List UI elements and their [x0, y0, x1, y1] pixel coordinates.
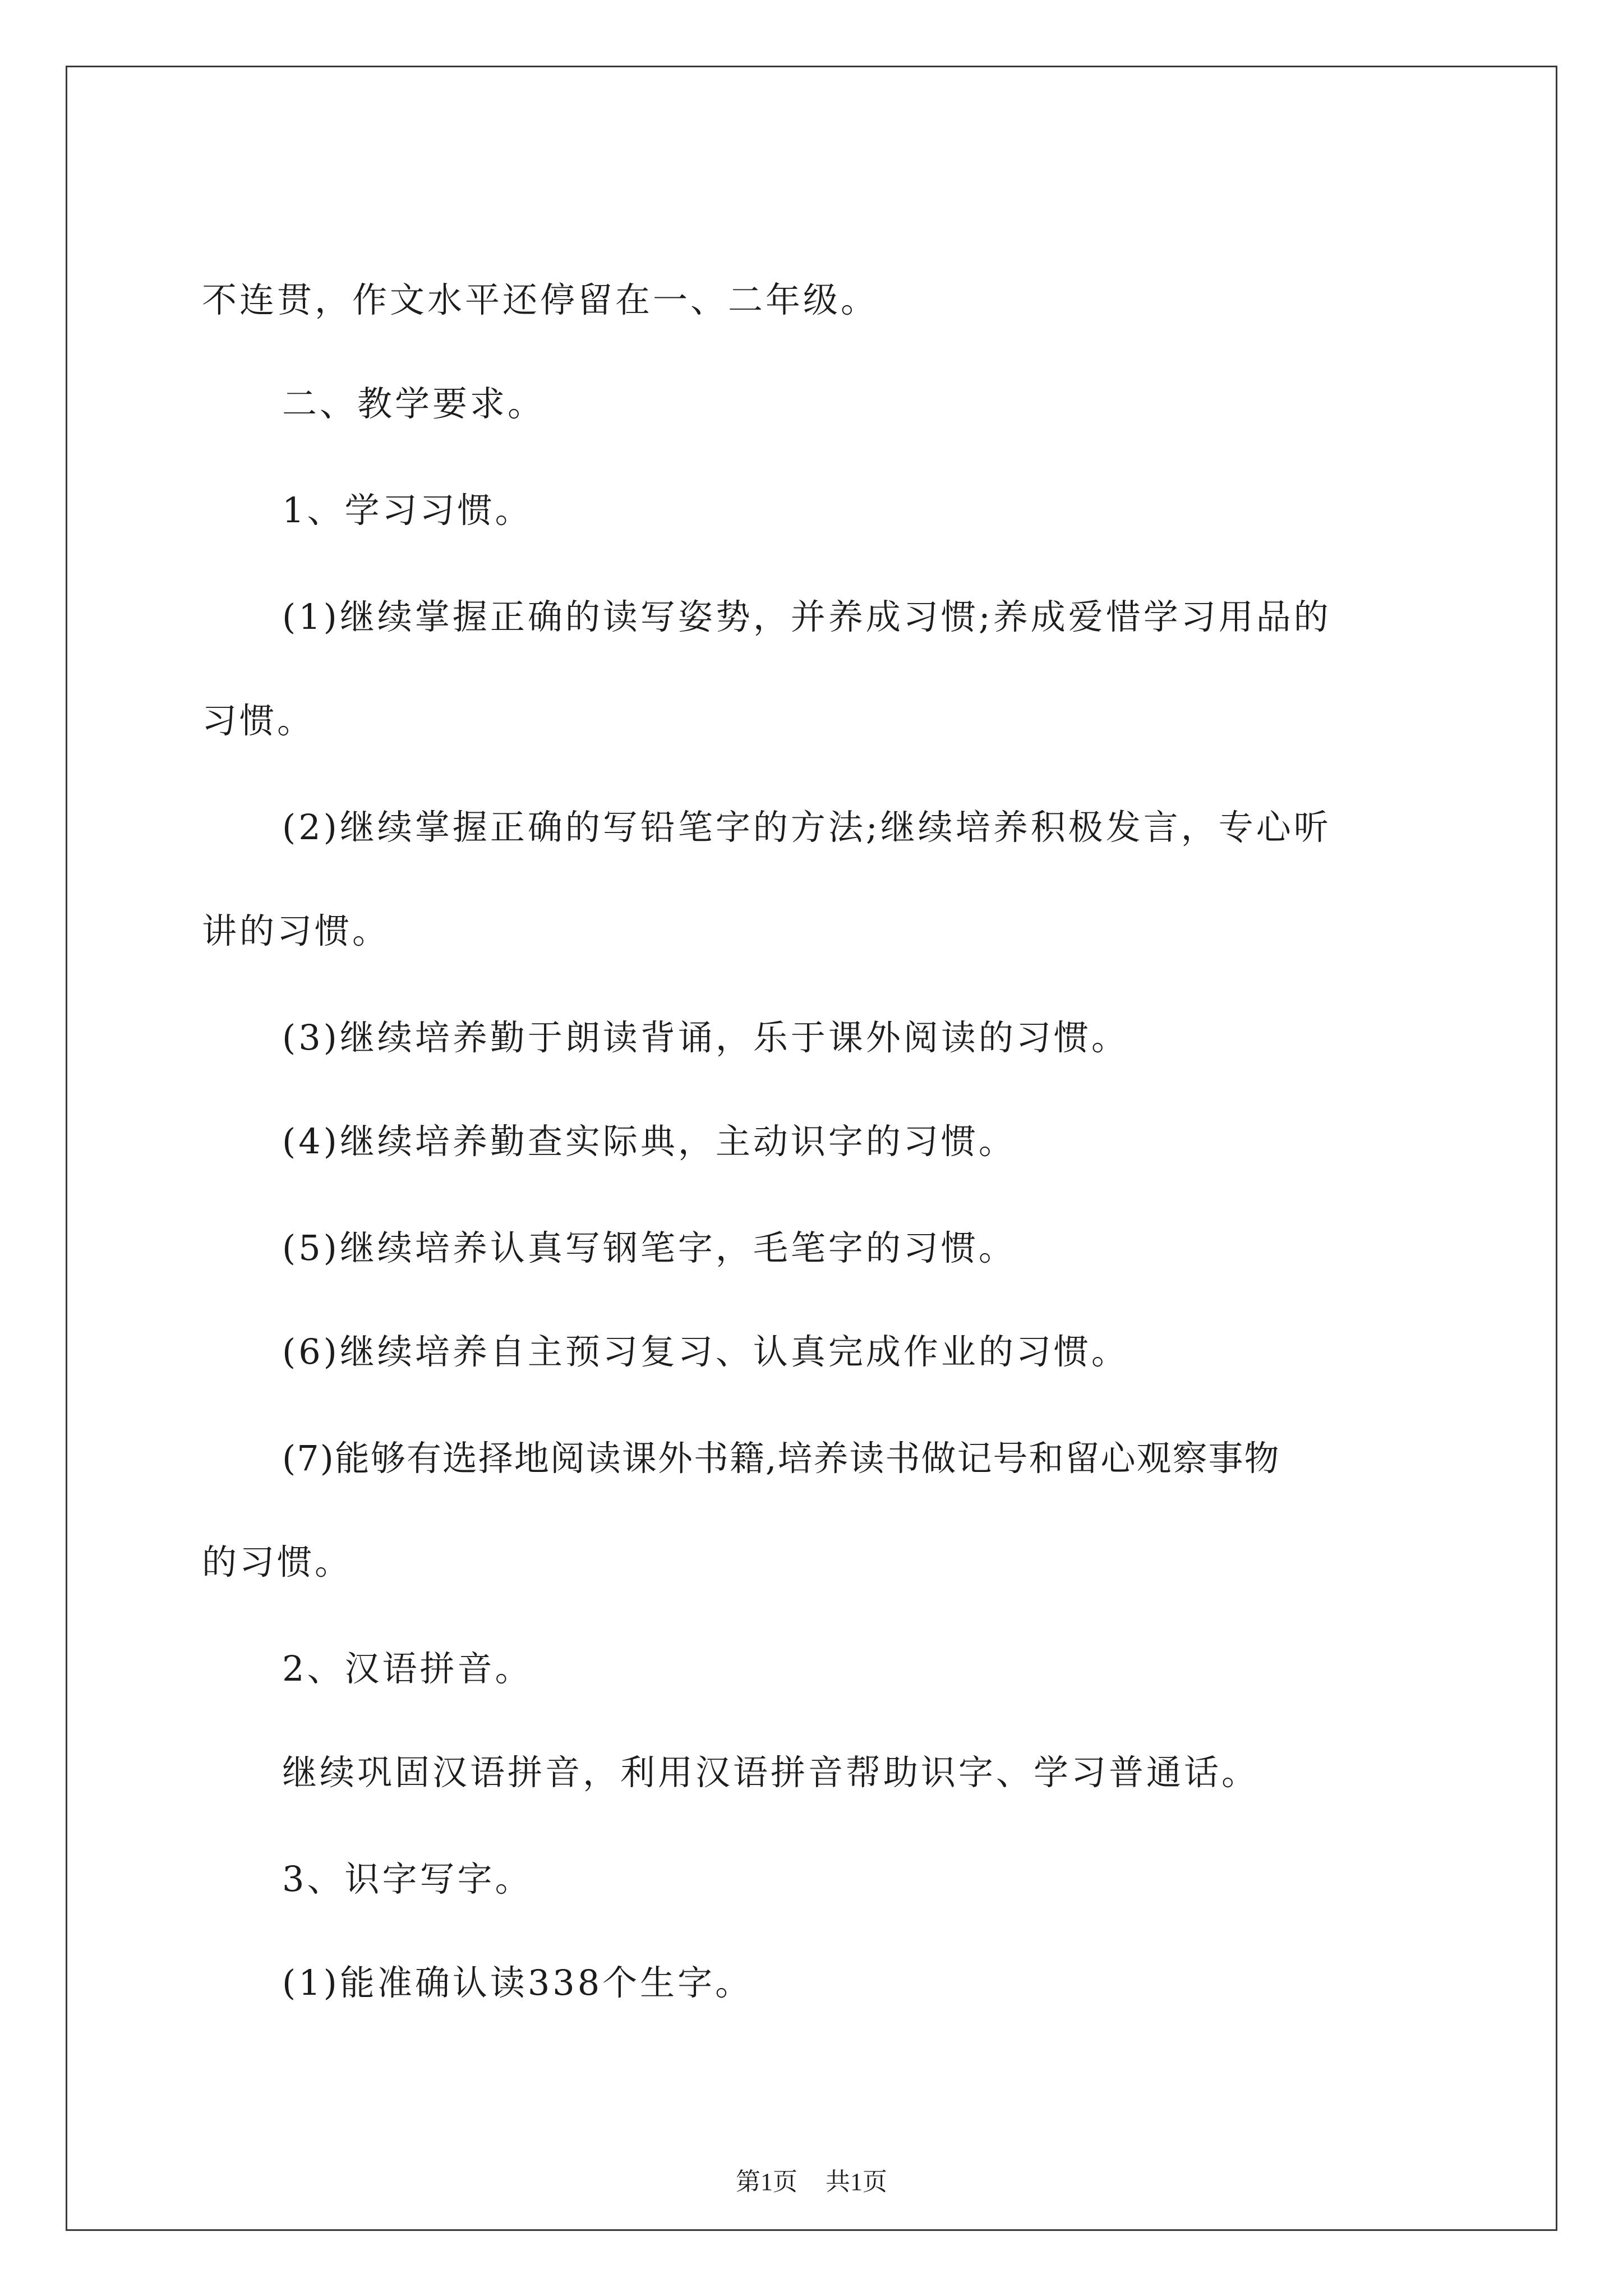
page-footer: [67, 2165, 1556, 2199]
subsection-heading: 2、汉语拼音。: [282, 1648, 533, 1689]
paragraph-line: 讲的习惯。: [202, 910, 390, 951]
paragraph-line: 继续巩固汉语拼音，利用汉语拼音帮助识字、学习普通话。: [282, 1752, 1260, 1793]
paragraph-line: 的习惯。: [202, 1542, 353, 1582]
paragraph-line: (5)继续培养认真写钢笔字，毛笔字的习惯。: [282, 1227, 1016, 1268]
paragraph-line: (3)继续培养勤于朗读背诵，乐于课外阅读的习惯。: [282, 1017, 1129, 1058]
paragraph-line: 习惯。: [202, 700, 315, 741]
page-frame: [66, 66, 1557, 2231]
paragraph-line: (7)能够有选择地阅读课外书籍,培养读书做记号和留心观察事物: [282, 1438, 1280, 1479]
paragraph-line: (6)继续培养自主预习复习、认真完成作业的习惯。: [282, 1331, 1129, 1372]
document-body: [67, 67, 1556, 2229]
paragraph-line: (4)继续培养勤查实际典，主动识字的习惯。: [282, 1121, 1016, 1162]
paragraph-line: (1)能准确认读338个生字。: [282, 1962, 753, 2003]
subsection-heading: 3、识字写字。: [282, 1858, 533, 1899]
paragraph-line: 不连贯，作文水平还停留在一、二年级。: [202, 279, 879, 320]
paragraph-line: (1)继续掌握正确的读写姿势，并养成习惯;养成爱惜学习用品的: [282, 596, 1331, 637]
page-number: 第1页: [736, 2168, 797, 2196]
paragraph-line: (2)继续掌握正确的写铅笔字的方法;继续培养积极发言，专心听: [282, 807, 1331, 848]
page-total: 共1页: [826, 2168, 887, 2196]
section-heading: 二、教学要求。: [282, 383, 546, 424]
subsection-heading: 1、学习习惯。: [282, 490, 533, 531]
